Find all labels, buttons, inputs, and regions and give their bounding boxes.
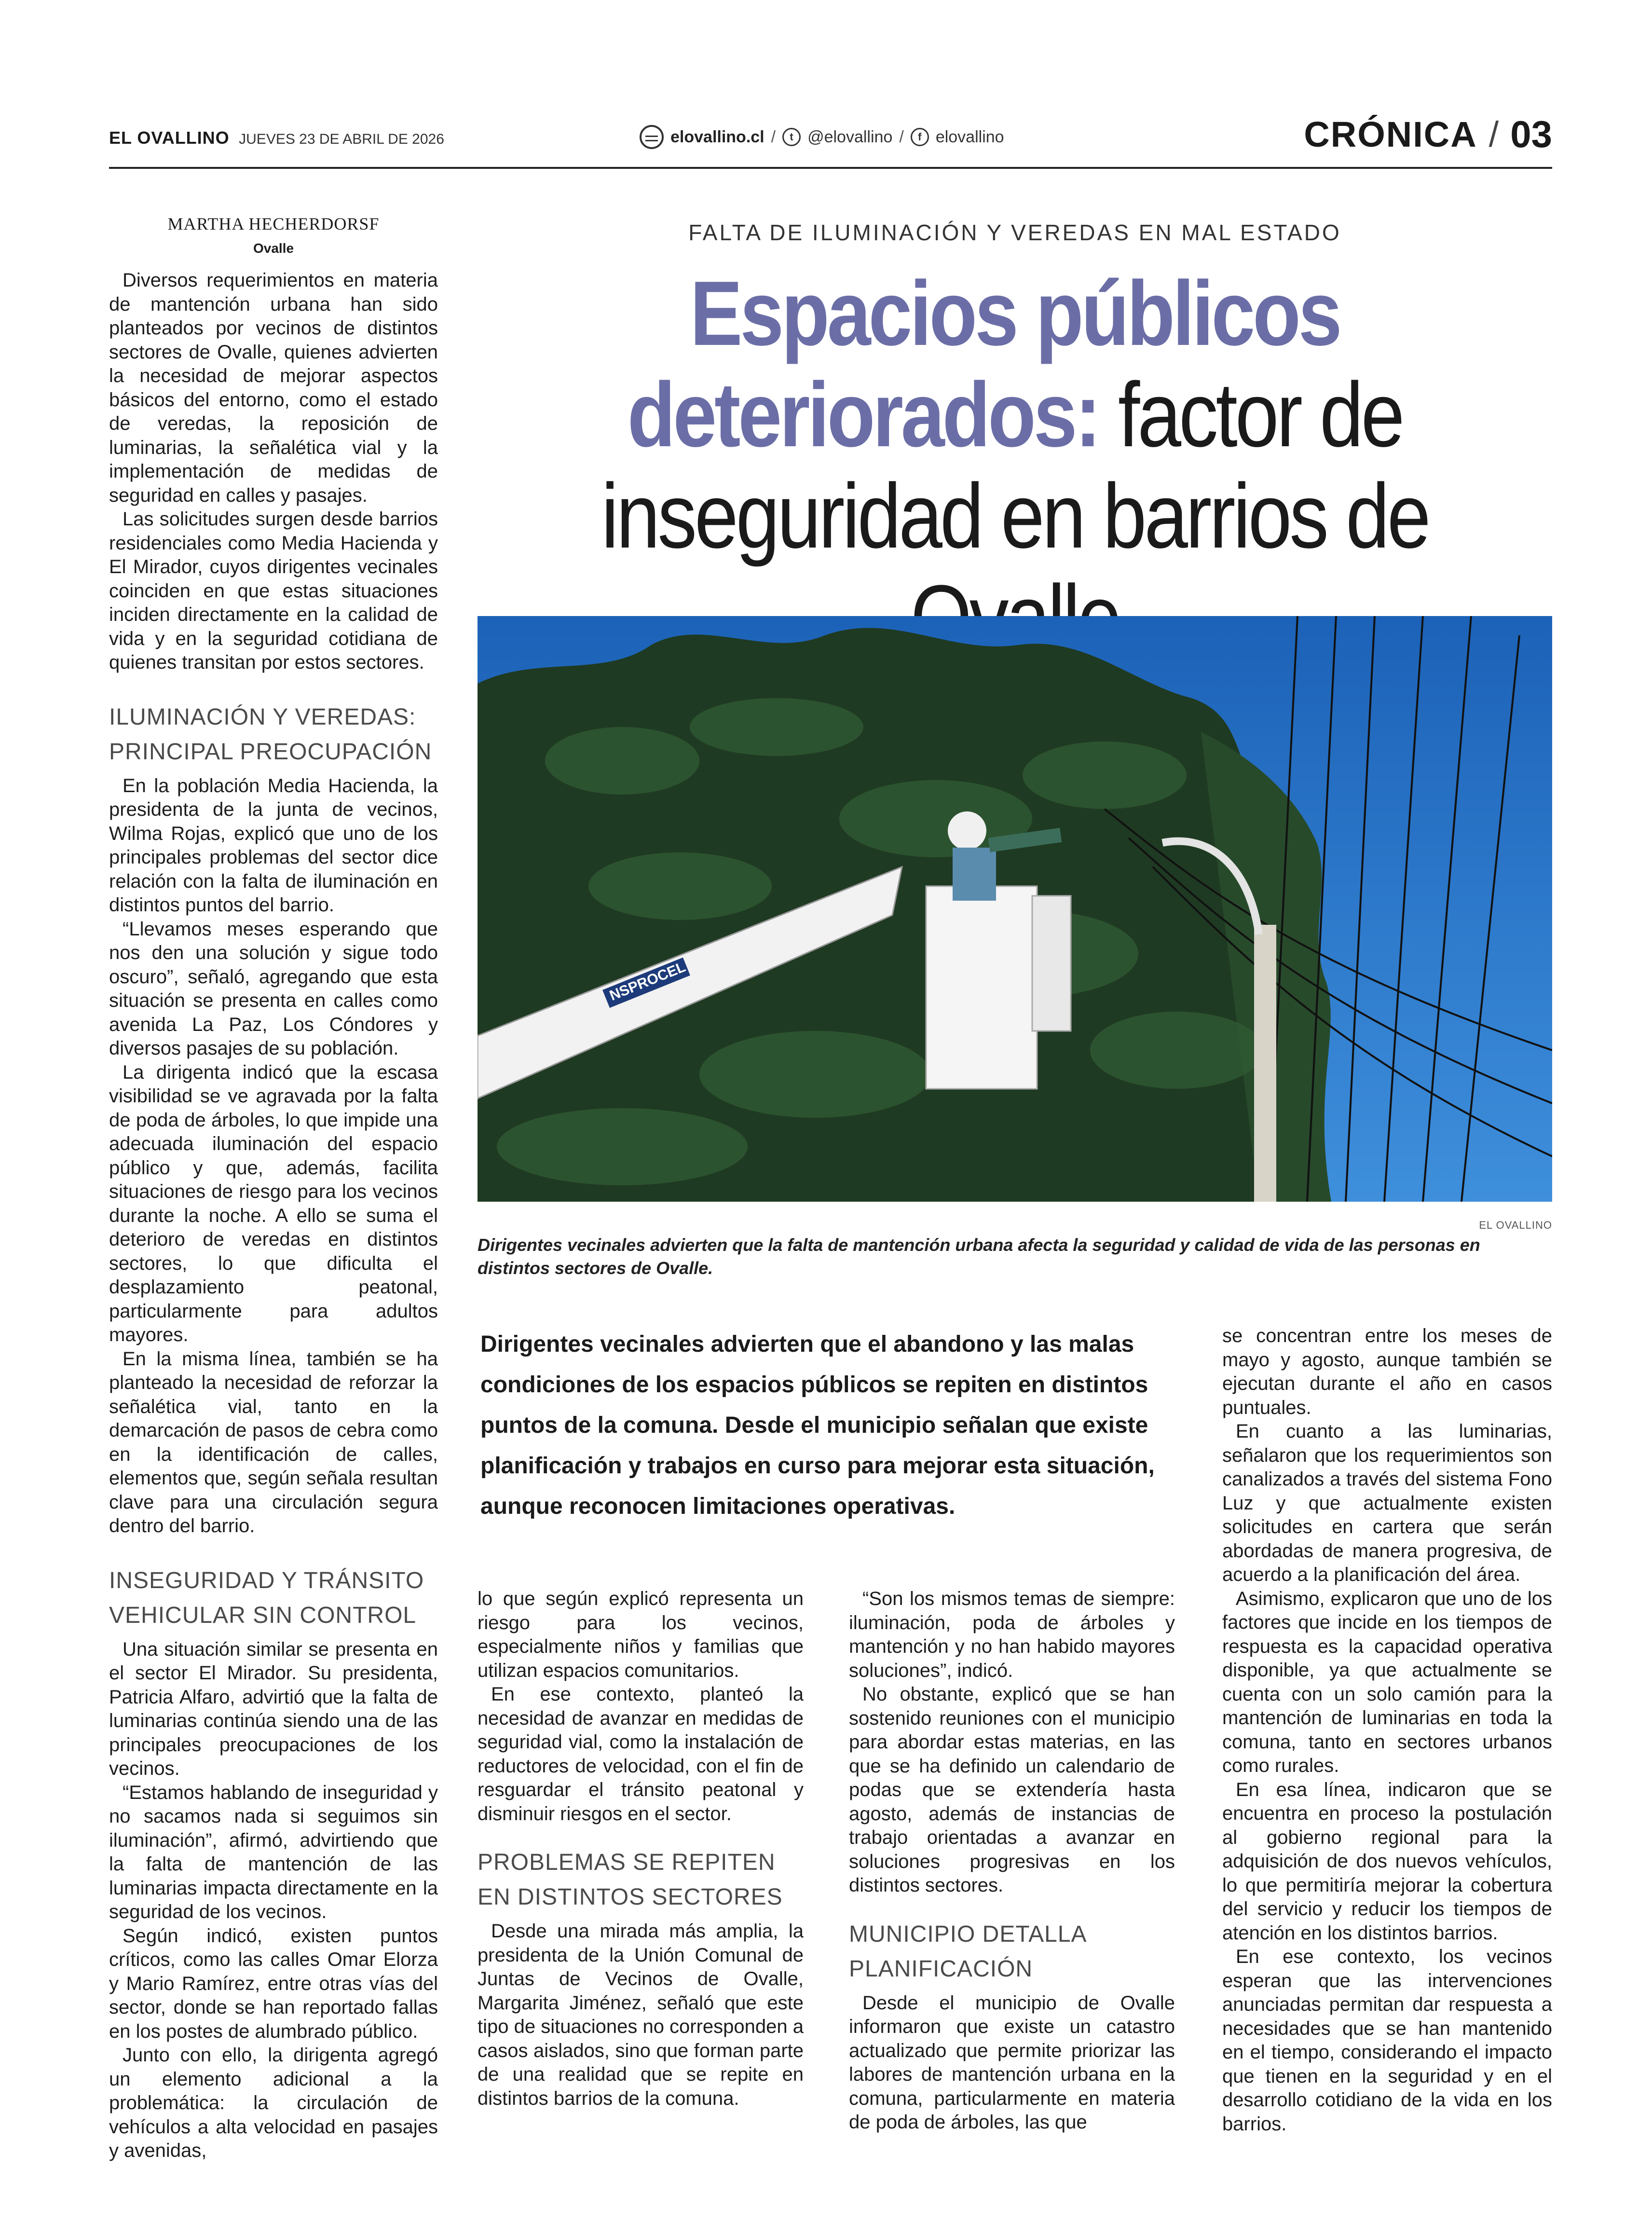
divider: / bbox=[1488, 114, 1499, 154]
body-paragraph: lo que según explicó representa un riesgo para los vecinos, especialmente niños y familias que utilizan espacios comunitarios. bbox=[478, 1588, 804, 1681]
body-paragraph: En ese contexto, planteó la necesidad de avanzar en medidas de seguridad vial, como la instalación de reductores de velocidad, con el fin de resguardar el tránsito peatonal y disminuir riesgos en el sector. bbox=[478, 1684, 804, 1824]
photo-caption: Dirigentes vecinales advierten que la falta de mantención urbana afecta la seguridad y calidad de vida de las personas en distintos sectores de Ovalle. bbox=[478, 1235, 1480, 1278]
utility-pole bbox=[1254, 925, 1276, 1202]
body-paragraph: En cuanto a las luminarias, señalaron que los requerimientos son canalizados a través del sistema Fono Luz y que actualmente existen solicitudes en cartera que serán abordadas de manera progresiva, de acuerdo a la planificación del área. bbox=[1222, 1421, 1552, 1585]
article-lead: Dirigentes vecinales advierten que el abandono y las malas condiciones de los espacios públicos se repiten en distintos puntos de la comuna. Desde el municipio señalan que existe planificación y trabajos en curso para mejorar esta situación, aunque reconocen limitaciones operativas. bbox=[480, 1331, 1155, 1519]
body-paragraph: Según indicó, existen puntos críticos, como las calles Omar Elorza y Mario Ramírez, entre otras vías del sector, donde se han reportado fallas en los postes de alumbrado público. bbox=[109, 1925, 438, 2042]
facebook-handle[interactable]: elovallino bbox=[935, 127, 1004, 146]
subheading: PROBLEMAS SE REPITEN EN DISTINTOS SECTORES bbox=[478, 1850, 783, 1910]
headline-highlight: deteriorados: bbox=[627, 364, 1099, 466]
section-name: CRÓNICA bbox=[1304, 114, 1477, 154]
page-number: 03 bbox=[1510, 113, 1552, 155]
section-label bbox=[1304, 112, 1552, 156]
photo-credit: EL OVALLINO bbox=[1479, 1219, 1552, 1231]
article-photo bbox=[478, 616, 1552, 1202]
headline-text: factor de bbox=[1098, 364, 1403, 466]
bucket-side bbox=[1032, 896, 1071, 1031]
body-paragraph: Desde el municipio de Ovalle informaron que existe un catastro actualizado que permite priorizar las labores de mantención urbana en la comuna, particularmente en materia de poda de árboles, las que bbox=[849, 1992, 1175, 2133]
worker-body bbox=[953, 848, 996, 901]
kicker: FALTA DE ILUMINACIÓN Y VEREDAS EN MAL ESTADO bbox=[688, 220, 1341, 245]
divider: / bbox=[771, 127, 776, 146]
text-column-4 bbox=[1222, 1324, 1552, 2136]
body-paragraph: En esa línea, indicaron que se encuentra en proceso la postulación al gobierno regional para la adquisición de dos nuevos vehículos, lo que permitiría mejorar la cobertura del servicio y reducir los tiempos de atención en los distintos barrios. bbox=[1222, 1779, 1552, 1944]
body-paragraph: En ese contexto, los vecinos esperan que las intervenciones anunciadas permitan dar respuesta a necesidades que se han mantenido en el tiempo, considerando el impacto que tienen en la seguridad y en el desarrollo cotidiano de la vida en los barrios. bbox=[1222, 1946, 1552, 2135]
twitter-handle[interactable]: @elovallino bbox=[807, 127, 893, 146]
worker-helmet bbox=[948, 811, 986, 850]
text-column-1 bbox=[109, 212, 438, 2163]
headline-highlight: Espacios públicos bbox=[690, 262, 1340, 365]
subheading: ILUMINACIÓN Y VEREDAS: PRINCIPAL PREOCUPACIÓN bbox=[109, 704, 432, 765]
body-paragraph: Desde una mirada más amplia, la presidenta de la Unión Comunal de Juntas de Vecinos de Ovalle, Margarita Jiménez, señaló que este tipo de situaciones no corresponden a casos aislados, sino que forman parte de una realidad que se repite en distintos barrios de la comuna. bbox=[478, 1920, 804, 2109]
website-link[interactable]: elovallino.cl bbox=[670, 127, 765, 146]
issue-date: JUEVES 23 DE ABRIL DE 2026 bbox=[239, 131, 444, 147]
body-paragraph: La dirigenta indicó que la escasa visibilidad se ve agravada por la falta de poda de árboles, lo que impide una adecuada iluminación del espacio público y que, además, facilita situaciones de riesgo para los vecinos durante la noche. A ello se suma el deterioro de veredas en distintos sectores, lo que dificulta el desplazamiento peatonal, particularmente para adultos mayores. bbox=[109, 1061, 438, 1345]
body-paragraph: “Son los mismos temas de siempre: iluminación, poda de árboles y mantención y no han habido mayores soluciones”, indicó. bbox=[849, 1588, 1175, 1681]
body-paragraph: En la misma línea, también se ha planteado la necesidad de reforzar la señalética vial, tanto en la demarcación de pasos de cebra como en la identificación de calles, elementos que, según señala resultan clave para una circulación segura dentro del barrio. bbox=[109, 1348, 438, 1536]
facebook-icon: f bbox=[911, 128, 929, 146]
crane-bucket bbox=[926, 886, 1037, 1089]
body-paragraph: “Estamos hablando de inseguridad y no sacamos nada si seguimos sin iluminación”, afirmó, advirtiendo que la falta de mantención de las luminarias impacta directamente en la seguridad de los vecinos. bbox=[109, 1782, 438, 1922]
page-header bbox=[109, 109, 1552, 169]
body-paragraph: En la población Media Hacienda, la presidenta de la junta de vecinos, Wilma Rojas, explicó que uno de los principales problemas del sector dice relación con la falta de iluminación en distintos puntos del barrio. bbox=[109, 775, 438, 916]
headline-text: inseguridad en barrios de bbox=[601, 465, 1429, 567]
author-name: MARTHA HECHERDORSF bbox=[167, 214, 380, 233]
masthead bbox=[109, 128, 444, 148]
body-paragraph: No obstante, explicó que se han sostenido reuniones con el municipio para abordar estas materias, en las que se ha definido un calendario de podas que se extendería hasta agosto, además de instancias de trabajo orientadas a avanzar en soluciones progresivas en los distintos sectores. bbox=[849, 1684, 1175, 1896]
bucket-brand: NSPROCEL bbox=[607, 959, 688, 1004]
photo-illustration bbox=[478, 616, 1552, 1202]
body-paragraph: “Llevamos meses esperando que nos den una solución y sigue todo oscuro”, señaló, agregando que esta situación se presenta en calles como avenida La Paz, Los Cóndores y diversos pasajes de su población. bbox=[109, 918, 438, 1059]
body-paragraph: Asimismo, explicaron que uno de los factores que incide en los tiempos de respuesta es la capacidad operativa disponible, ya que actualmente se cuenta con un solo camión para la mantención de luminarias en toda la comuna, tanto en sectores urbanos como rurales. bbox=[1222, 1588, 1552, 1776]
headline bbox=[553, 263, 1477, 668]
subheading: INSEGURIDAD Y TRÁNSITO VEHICULAR SIN CONTROL bbox=[109, 1567, 424, 1628]
body-paragraph: Junto con ello, la dirigenta agregó un elemento adicional a la problemática: la circulación de vehículos a alta velocidad en pasajes y avenidas, bbox=[109, 2044, 438, 2161]
body-paragraph: Diversos requerimientos en materia de mantención urbana han sido planteados por vecinos de distintos sectores de Ovalle, quienes advierten la necesidad de mejorar aspectos básicos del entorno, como el estado de veredas, la reposición de luminarias, la señalética vial y la implementación de medidas de seguridad en calles y pasajes. bbox=[109, 270, 438, 506]
author-location: Ovalle bbox=[253, 240, 294, 256]
text-column-2 bbox=[478, 1587, 804, 2111]
globe-icon bbox=[640, 125, 664, 149]
brand-name: EL OVALLINO bbox=[109, 128, 230, 148]
body-paragraph: se concentran entre los meses de mayo y agosto, aunque también se ejecutan durante el año en casos puntuales. bbox=[1222, 1325, 1552, 1418]
text-column-3 bbox=[849, 1587, 1175, 2135]
divider: / bbox=[899, 127, 904, 146]
body-paragraph: Una situación similar se presenta en el sector El Mirador. Su presidenta, Patricia Alfaro, advirtió que la falta de luminarias continúa siendo una de las principales preocupaciones de los vecinos. bbox=[109, 1638, 438, 1779]
social-links bbox=[640, 125, 1004, 149]
body-paragraph: Las solicitudes surgen desde barrios residenciales como Media Hacienda y El Mirador, cuyos dirigentes vecinales coinciden en que estas situaciones inciden directamente en la calidad de vida y en la seguridad cotidiana de quienes transitan por estos sectores. bbox=[109, 508, 438, 673]
subheading: MUNICIPIO DETALLA PLANIFICACIÓN bbox=[849, 1921, 1086, 1982]
twitter-icon: t bbox=[782, 128, 801, 146]
